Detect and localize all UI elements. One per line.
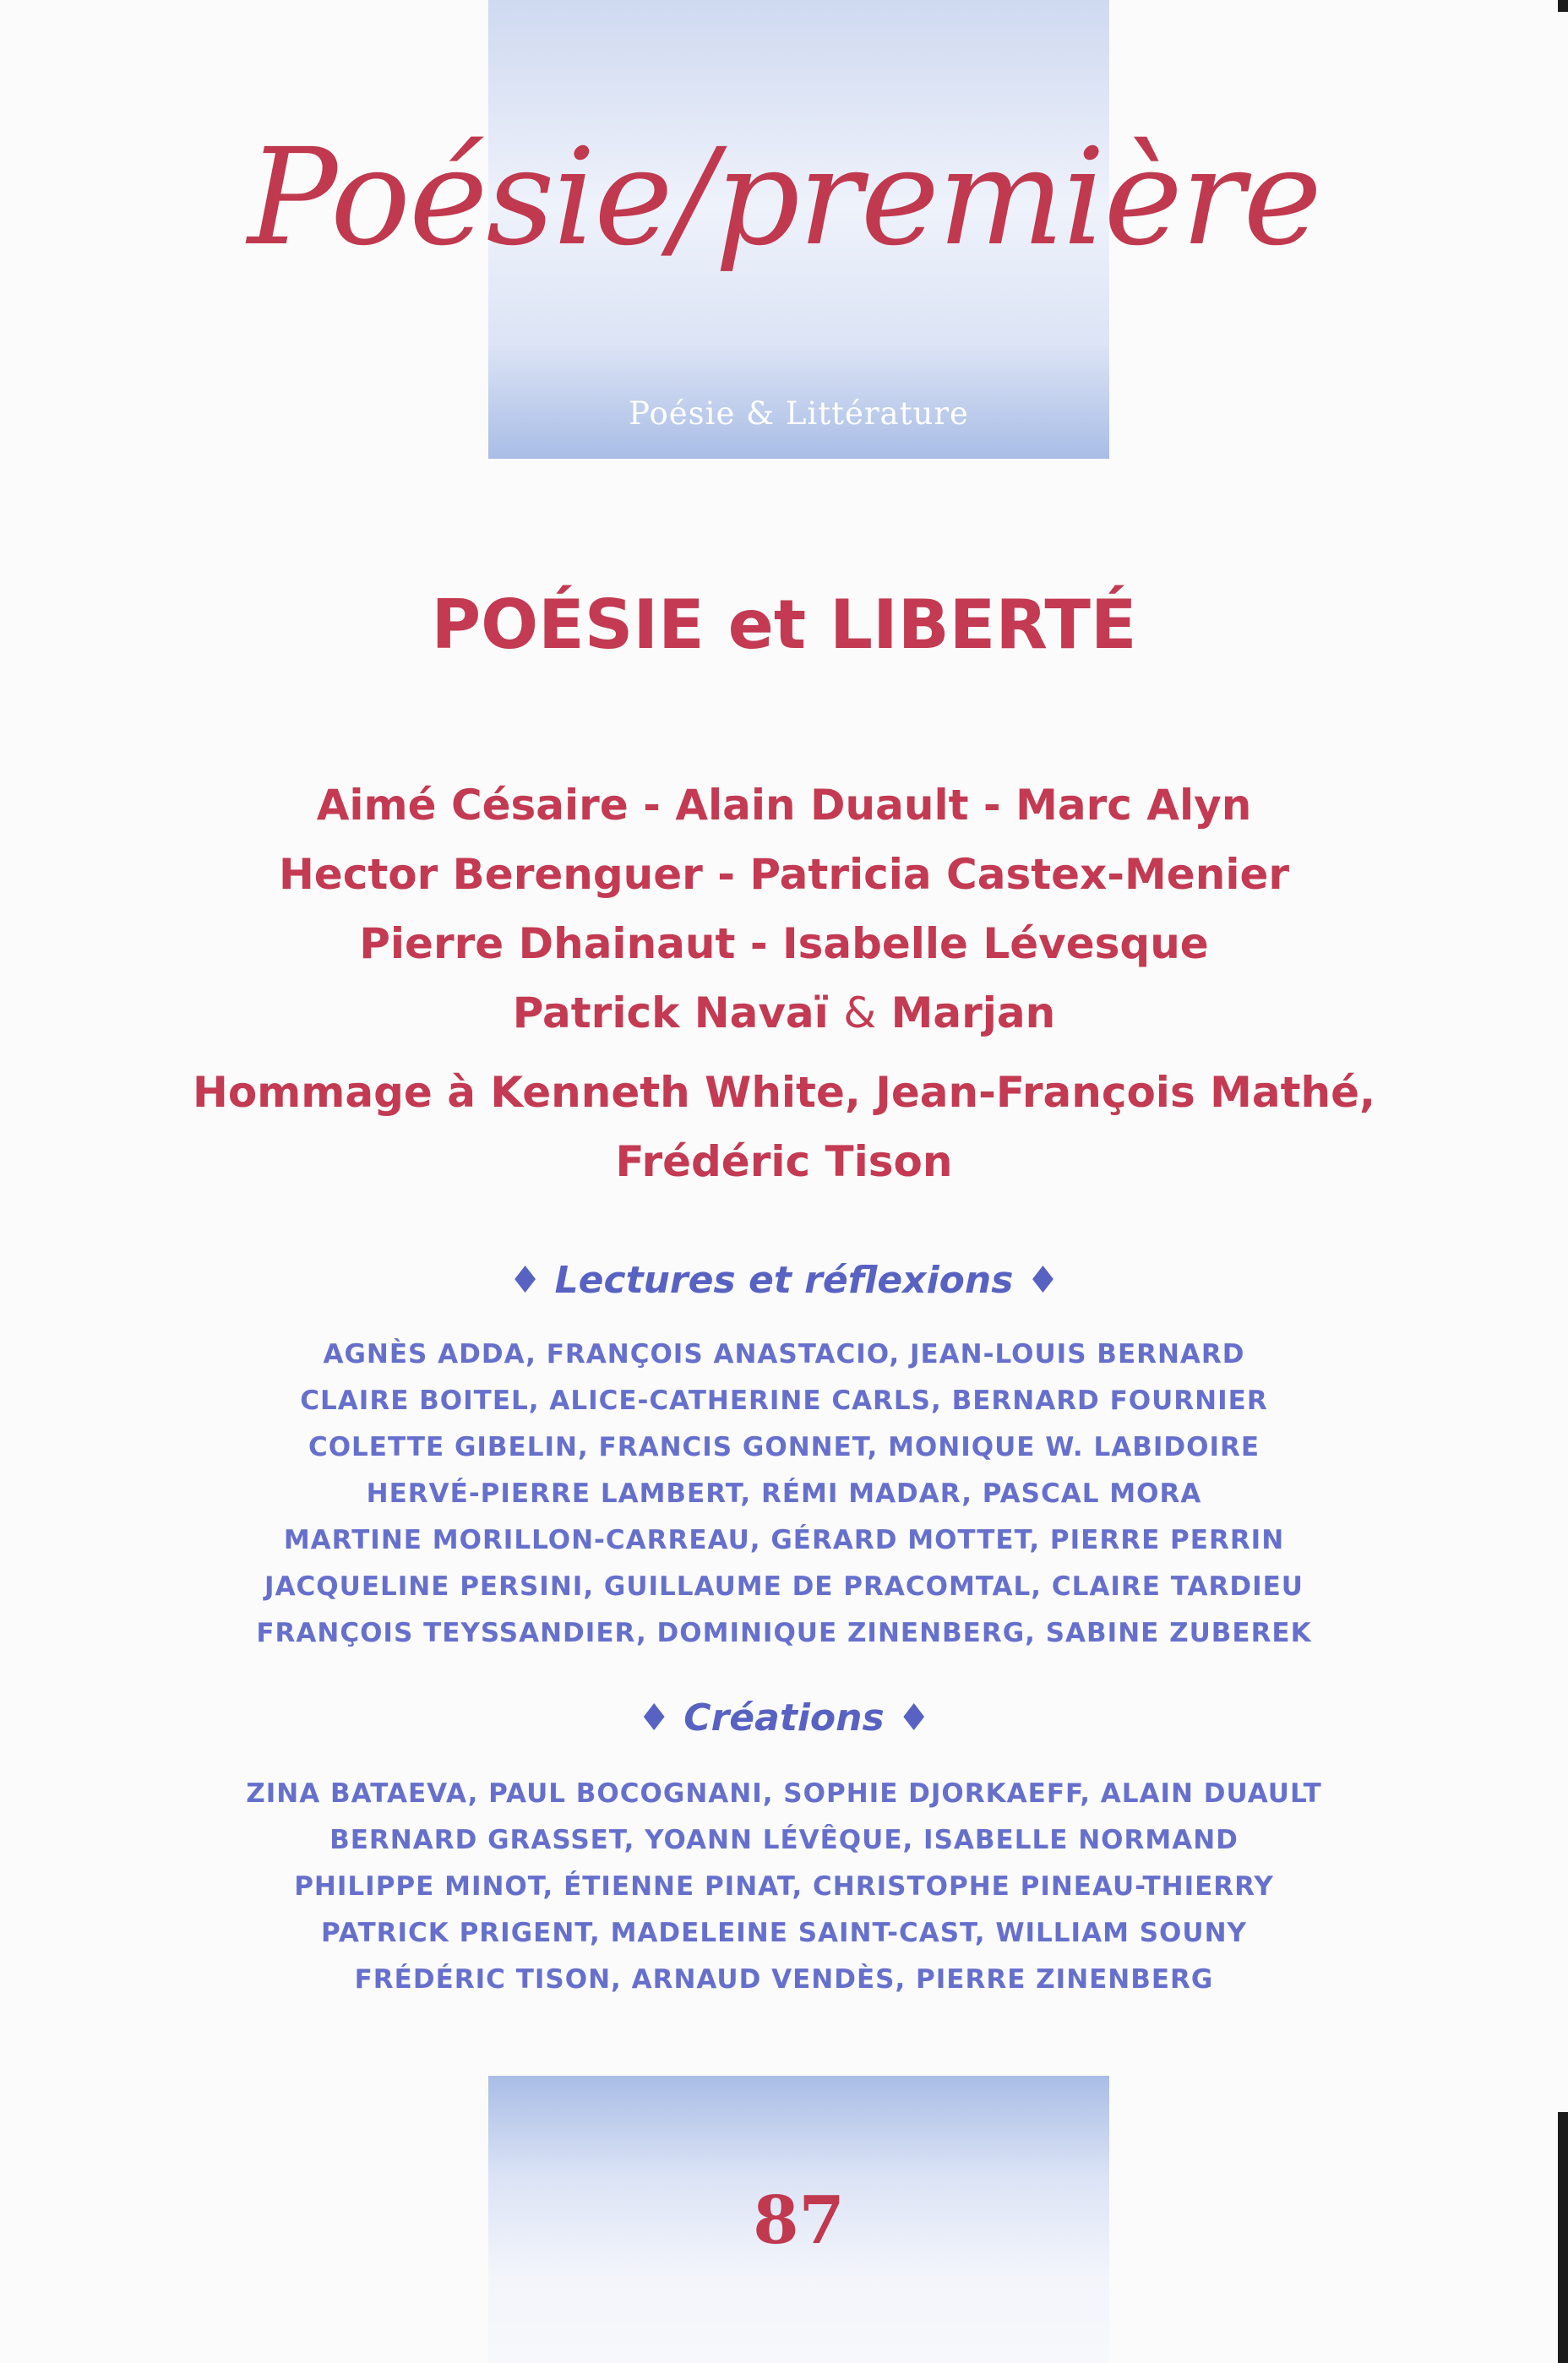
name-line: HERVÉ-PIERRE LAMBERT, RÉMI MADAR, PASCAL MORA bbox=[366, 1478, 1202, 1509]
issue-theme: POÉSIE et LIBERTÉ bbox=[431, 585, 1137, 664]
hommage-line: Hommage à Kenneth White, Jean-François Mathé, bbox=[192, 1068, 1376, 1117]
scan-edge-bottom bbox=[1558, 2112, 1568, 2363]
creations-names bbox=[0, 1771, 1568, 2003]
name-line: COLETTE GIBELIN, FRANCIS GONNET, MONIQUE W. LABIDOIRE bbox=[308, 1432, 1260, 1462]
name-line: BERNARD GRASSET, YOANN LÉVÊQUE, ISABELLE NORMAND bbox=[329, 1825, 1239, 1855]
author-navai: Patrick Navaï bbox=[512, 988, 844, 1037]
name-line: JACQUELINE PERSINI, GUILLAUME DE PRACOMTAL, CLAIRE TARDIEU bbox=[264, 1571, 1304, 1602]
name-line: CLAIRE BOITEL, ALICE-CATHERINE CARLS, BERNARD FOURNIER bbox=[300, 1386, 1268, 1416]
authors-line: Pierre Dhainaut - Isabelle Lévesque bbox=[359, 919, 1209, 968]
name-line: ZINA BATAEVA, PAUL BOCOGNANI, SOPHIE DJORKAEFF, ALAIN DUAULT bbox=[246, 1778, 1322, 1809]
authors-line: Aimé Césaire - Alain Duault - Marc Alyn bbox=[316, 781, 1252, 830]
name-line: AGNÈS ADDA, FRANÇOIS ANASTACIO, JEAN-LOUIS BERNARD bbox=[323, 1339, 1245, 1369]
magazine-subtitle: Poésie & Littérature bbox=[629, 395, 969, 432]
lectures-heading: ♦ Lectures et réflexions ♦ bbox=[508, 1259, 1060, 1302]
name-line: FRÉDÉRIC TISON, ARNAUD VENDÈS, PIERRE ZINENBERG bbox=[354, 1964, 1214, 1995]
creations-heading: ♦ Créations ♦ bbox=[637, 1696, 931, 1740]
name-line: PHILIPPE MINOT, ÉTIENNE PINAT, CHRISTOPHE PINEAU-THIERRY bbox=[294, 1871, 1274, 1902]
name-line: MARTINE MORILLON-CARREAU, GÉRARD MOTTET, PIERRE PERRIN bbox=[283, 1525, 1285, 1555]
hommage-block bbox=[0, 1058, 1568, 1196]
name-line: FRANÇOIS TEYSSANDIER, DOMINIQUE ZINENBERG, SABINE ZUBEREK bbox=[256, 1618, 1312, 1648]
ampersand: & bbox=[843, 988, 877, 1037]
name-line: PATRICK PRIGENT, MADELEINE SAINT-CAST, WILLIAM SOUNY bbox=[321, 1918, 1247, 1948]
issue-number: 87 bbox=[753, 2182, 845, 2259]
authors-line-last bbox=[0, 978, 1568, 1048]
hommage-line: Frédéric Tison bbox=[615, 1137, 953, 1186]
authors-line: Hector Berenguer - Patricia Castex-Menier bbox=[278, 850, 1290, 899]
featured-authors bbox=[0, 770, 1568, 1048]
author-marjan: Marjan bbox=[876, 988, 1056, 1037]
magazine-title: Poésie/première bbox=[248, 120, 1320, 275]
scan-edge-top bbox=[1558, 0, 1568, 12]
lectures-names bbox=[0, 1331, 1568, 1657]
